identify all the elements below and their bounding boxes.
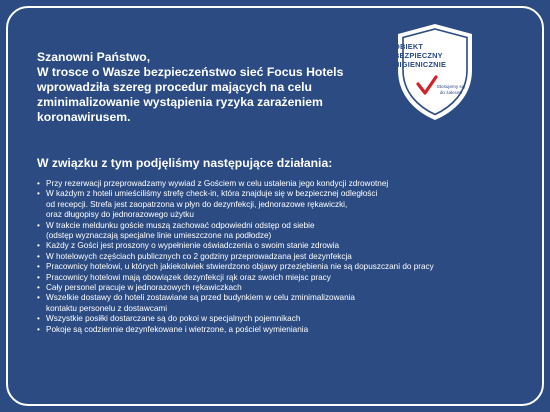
intro-line-2: wprowadziła szereg procedur mających na celu — [37, 80, 312, 94]
list-item-text: • Pokoje są codziennie dezynfekowane i wietrzone, a pościel wymieniania — [46, 324, 309, 334]
list-item — [37, 283, 517, 293]
list-item-text: kontaktu personelu z dostawcami — [46, 303, 168, 313]
list-item — [37, 241, 517, 251]
intro-text — [37, 50, 397, 125]
list-item-text: • Wszystkie posiłki dostarczane są do pokoi w specjalnych pojemnikach — [46, 314, 301, 324]
badge-line-1: OBIEKT — [394, 42, 424, 51]
measures-heading: W związku z tym podjęliśmy następujące działania: — [37, 156, 333, 170]
list-item — [37, 262, 517, 272]
list-item-text: • Wszelkie dostawy do hoteli zostawiane są przed budynkiem w celu zminimalizowania — [46, 293, 355, 303]
list-item — [37, 189, 517, 220]
list-item — [37, 293, 517, 314]
badge-caption-line-2: do zaleceń — [439, 89, 463, 95]
badge-line-2: BEZPIECZNY — [394, 51, 443, 60]
list-item — [37, 314, 517, 324]
list-item-text: • W hotelowych częściach publicznych co 2 godziny przeprowadzana jest dezynfekcja — [46, 251, 352, 261]
list-item-text: (odstęp wyznaczają specjalne linie umieszczone na podłodze) — [46, 231, 272, 241]
list-item — [37, 221, 517, 242]
badge-caption-line-1: Stosujemy się — [436, 84, 466, 89]
badge-line-3: HIGIENICZNIE — [394, 60, 447, 69]
intro-line-3: zminimalizowanie wystąpienia ryzyka zarażeniem — [37, 95, 323, 109]
list-item — [37, 252, 517, 262]
list-item — [37, 179, 517, 189]
list-item — [37, 273, 517, 283]
shield-check-icon — [394, 22, 476, 122]
list-item-text: • Pracownicy hotelowi mają obowiązek dezynfekcji rąk oraz swoich miejsc pracy — [46, 272, 331, 282]
intro-line-4: koronawirusem. — [37, 110, 131, 124]
intro-line-1: W trosce o Wasze bezpieczeństwo sieć Focus Hotels — [37, 65, 344, 79]
list-item-text: • W każdym z hoteli umieściliśmy strefę check-in, która znajduje się w bezpiecznej odległości — [46, 189, 378, 199]
hygiene-badge — [394, 22, 476, 122]
list-item-text: • Każdy z Gości jest proszony o wypełnienie oświadczenia o swoim stanie zdrowia — [46, 241, 340, 251]
measures-list — [37, 179, 517, 335]
badge-caption — [434, 84, 468, 95]
list-item-text: • Pracownicy hotelowi, u których jakiekolwiek stwierdzono objawy przeziębienia nie są dopuszczani do pracy — [46, 262, 434, 272]
list-item — [37, 325, 517, 335]
list-item-text: od recepcji. Strefa jest zaopatrzona w płyn do dezynfekcji, jednorazowe rękawiczki, — [46, 199, 348, 209]
list-item-text: • W trakcie meldunku goście muszą zachować odpowiedni odstęp od siebie — [46, 220, 315, 230]
list-item-text: • Przy rezerwacji przeprowadzamy wywiad z Gościem w celu ustalenia jego kondycji zdrowotnej — [46, 179, 389, 188]
list-item-text: oraz długopisy do jednorazowego użytku — [46, 210, 194, 220]
list-item-text: • Cały personel pracuje w jednorazowych rękawiczkach — [46, 283, 242, 293]
intro-greeting: Szanowni Państwo, — [37, 50, 151, 64]
